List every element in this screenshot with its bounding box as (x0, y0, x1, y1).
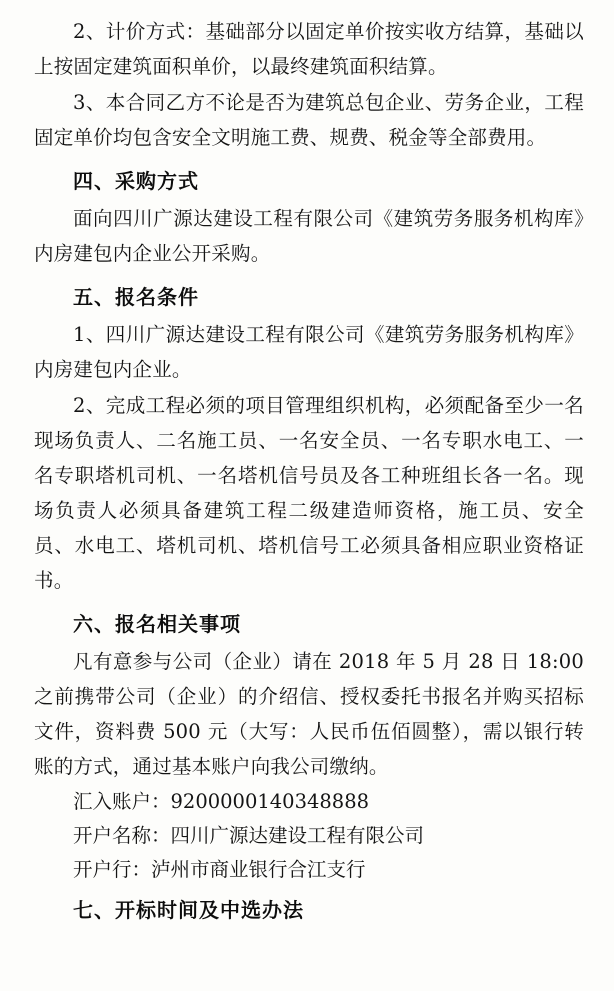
account-bank-line: 开户行：泸州市商业银行合江支行 (73, 858, 366, 881)
paragraph-pricing-method: 2、计价方式：基础部分以固定单价按实收方结算，基础以上按固定建筑面积单价，以最终建筑面积结算。 (34, 20, 584, 78)
heading-registration-matters: 六、报名相关事项 (73, 612, 241, 636)
heading-registration-conditions: 五、报名条件 (73, 285, 199, 309)
account-number-line: 汇入账户：9200000140348888 (73, 790, 370, 813)
spacer (34, 272, 584, 274)
paragraph-condition-one: 1、四川广源达建设工程有限公司《建筑劳务服务机构库》内房建包内企业。 (34, 323, 584, 381)
spacer (34, 599, 584, 601)
paragraph-unit-price-scope: 3、本合同乙方不论是否为建筑总包企业、劳务企业，工程固定单价均包含安全文明施工费、规费、税金等全部费用。 (34, 91, 584, 149)
paragraph-condition-two: 2、完成工程必须的项目管理组织机构，必须配备至少一名现场负责人、二名施工员、一名安全员、一名专职水电工、一名专职塔机司机、一名塔机信号员及各工种班组长各一名。现场负责人必须具备建筑工程二级建造师资格，施工员、安全员、水电工、塔机司机、塔机信号工必须具备相应职业资格证书。 (34, 394, 584, 592)
heading-bid-opening-and-selection: 七、开标时间及中选办法 (73, 898, 304, 922)
paragraph-registration-detail: 凡有意参与公司（企业）请在 2018 年 5 月 28 日 18:00 之前携带公司（企业）的介绍信、授权委托书报名并购买招标文件，资料费 500 元（大写：人民币伍佰圆整），需以银行转账的方式，通过基本账户向我公司缴纳。 (34, 650, 584, 778)
spacer (34, 156, 584, 158)
account-name-line: 开户名称：四川广源达建设工程有限公司 (73, 824, 425, 847)
heading-procurement-method: 四、采购方式 (73, 169, 199, 193)
paragraph-procurement-scope: 面向四川广源达建设工程有限公司《建筑劳务服务机构库》内房建包内企业公开采购。 (34, 207, 584, 265)
